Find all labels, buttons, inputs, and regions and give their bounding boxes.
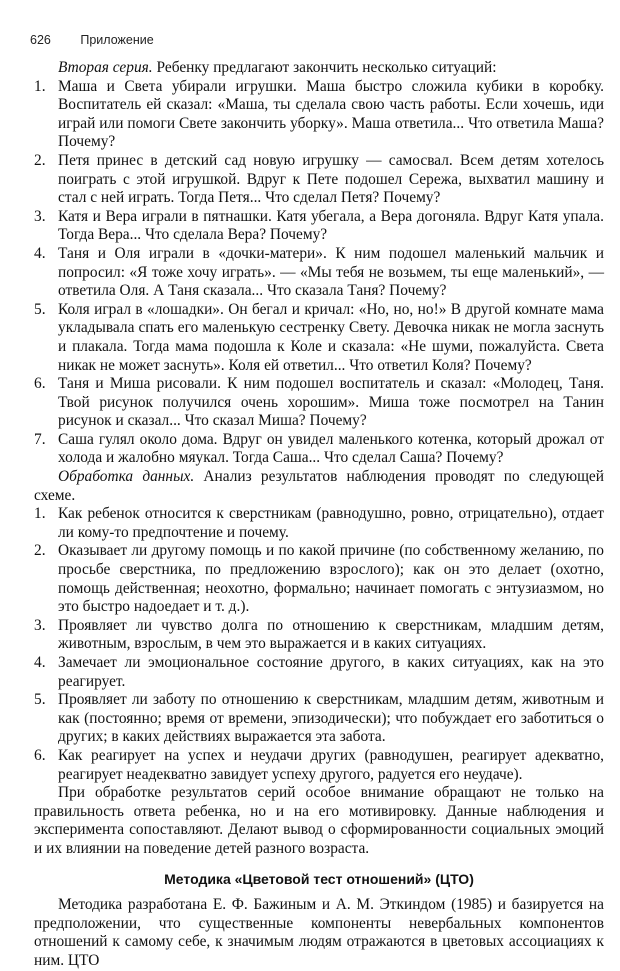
item-text: Коля играл в «лошадки». Он бегал и кричал: «Но, но, но!» В другой комнате мама укладывала спать его маленькую сестренку Свету. Девочка никак не могла заснуть и плакала. Тогда мама подошла к Коле и сказала: «Не шуми, пожалуйста. Света никак не может заснуть». Коля ей ответил... Что ответил Коля? Почему? xyxy=(58,300,604,374)
item-text: Как ребенок относится к сверстникам (равнодушно, ровно, отрицательно), отдает ли кому-то предпочтение и почему. xyxy=(58,505,604,541)
item-text: Катя и Вера играли в пятнашки. Катя убегала, а Вера догоняла. Вдруг Катя упала. Тогда Вера... Что сделала Вера? Почему? xyxy=(58,207,604,244)
situation-item xyxy=(34,78,604,152)
item-number: 6. xyxy=(34,375,46,393)
situation-item xyxy=(34,245,604,301)
item-text: Петя принес в детский сад новую игрушку — самосвал. Всем детям хотелось поиграть с этой игрушкой. Вдруг к Пете подошел Сережа, выхватил машину и стал с ней играть. Тогда Петя... Что сделал Петя? Почему? xyxy=(58,151,604,207)
processing-list xyxy=(34,505,604,784)
series2-lead: Вторая серия. xyxy=(58,59,153,76)
item-number: 1. xyxy=(34,77,46,95)
item-text: Саша гулял около дома. Вдруг он увидел маленького котенка, который дрожал от холода и жалобно мяукал. Тогда Саша... Что сделал Саша? Почему? xyxy=(58,430,604,467)
situation-item xyxy=(34,431,604,468)
criteria-item xyxy=(34,617,604,654)
situations-list xyxy=(34,78,604,468)
item-number: 5. xyxy=(34,691,46,709)
item-text: Маша и Света убирали игрушки. Маша быстро сложила кубики в коробку. Воспитатель ей сказал: «Маша, ты сделала свою часть работы. Если хочешь, иди играй или помоги Свете закончить уборку». Маша ответила... Что ответила Маша? Почему? xyxy=(58,77,604,151)
item-text: Замечает ли эмоциональное состояние другого, в каких ситуациях, как на это реагирует. xyxy=(58,654,604,690)
criteria-item xyxy=(34,542,604,616)
item-number: 3. xyxy=(34,616,46,634)
processing-conclusion: При обработке результатов серий особое внимание обращают не только на правильность ответа ребенка, но и на его мотивировку. Данные наблюдения и эксперимента сопоставляют. Делают вывод о сформированности социальных эмоций и их влиянии на поведение детей разного возраста. xyxy=(34,784,604,857)
processing-intro-text: Анализ результатов наблюдения проводят по следующей схеме. xyxy=(34,468,604,504)
item-text: Таня и Оля играли в «дочки-матери». К ним подошел маленький мальчик и попросил: «Я тоже хочу играть». — «Мы тебя не возьмем, ты еще маленький», — ответила Оля. А Таня сказала... Что сказала Таня? Почему? xyxy=(58,244,604,300)
processing-intro xyxy=(34,468,604,505)
series2-intro xyxy=(34,59,604,78)
item-number: 1. xyxy=(34,505,46,523)
criteria-item xyxy=(34,654,604,691)
item-text: Таня и Миша рисовали. К ним подошел воспитатель и сказал: «Молодец, Таня. Твой рисунок получился очень хорошим». Миша тоже посмотрел на Танин рисунок и сказал... Что сказал Миша? Почему? xyxy=(58,375,604,430)
main-text xyxy=(34,59,604,971)
item-text: Оказывает ли другому помощь и по какой причине (по собственному желанию, по просьбе сверстника, по предложению взрослого); как он это делает (охотно, помощь действенная; неохотно, формально; начинает помогать с энтузиазмом, но это быстро надоедает и т. д.). xyxy=(58,542,604,616)
item-number: 2. xyxy=(34,542,46,560)
page-number: 626 xyxy=(30,33,51,47)
situation-item xyxy=(34,208,604,245)
section-title: Приложение xyxy=(80,33,154,47)
cto-paragraph: Методика разработана Е. Ф. Бажиным и А. М. Эткиндом (1985) и базируется на предположении, что существенные компоненты невербальных компонентов отношений к самому себе, к значимым людям отражаются в цветовых ассоциациях к ним. ЦТО xyxy=(34,896,604,969)
situation-item xyxy=(34,152,604,208)
item-text: Проявляет ли заботу по отношению к сверстникам, младшим детям, животным и как (постоянно; время от времени, эпизодически); что побуждает его заботиться о других; в каких действиях выражается эта забота. xyxy=(58,691,604,746)
item-number: 4. xyxy=(34,654,46,671)
situation-item xyxy=(34,375,604,431)
item-text: Как реагирует на успех и неудачи других (равнодушен, реагирует адекватно, реагирует неадекватно завидует успеху другого, радуется его неудаче). xyxy=(58,746,604,783)
running-header xyxy=(30,33,154,47)
item-text: Проявляет ли чувство долга по отношению к сверстникам, младшим детям, животным, взрослым, в чем это выражается и в каких ситуациях. xyxy=(58,616,604,653)
item-number: 6. xyxy=(34,746,46,764)
item-number: 7. xyxy=(34,430,46,448)
item-number: 5. xyxy=(34,300,46,318)
situation-item xyxy=(34,301,604,375)
processing-lead: Обработка данных. xyxy=(58,468,195,486)
series2-intro-text: Ребенку предлагают закончить несколько ситуаций: xyxy=(152,59,497,76)
criteria-item xyxy=(34,747,604,784)
criteria-item xyxy=(34,505,604,542)
cto-heading: Методика «Цветовой тест отношений» (ЦТО) xyxy=(164,870,474,887)
item-number: 2. xyxy=(34,151,46,169)
criteria-item xyxy=(34,691,604,747)
item-number: 4. xyxy=(34,244,46,262)
item-number: 3. xyxy=(34,207,46,225)
